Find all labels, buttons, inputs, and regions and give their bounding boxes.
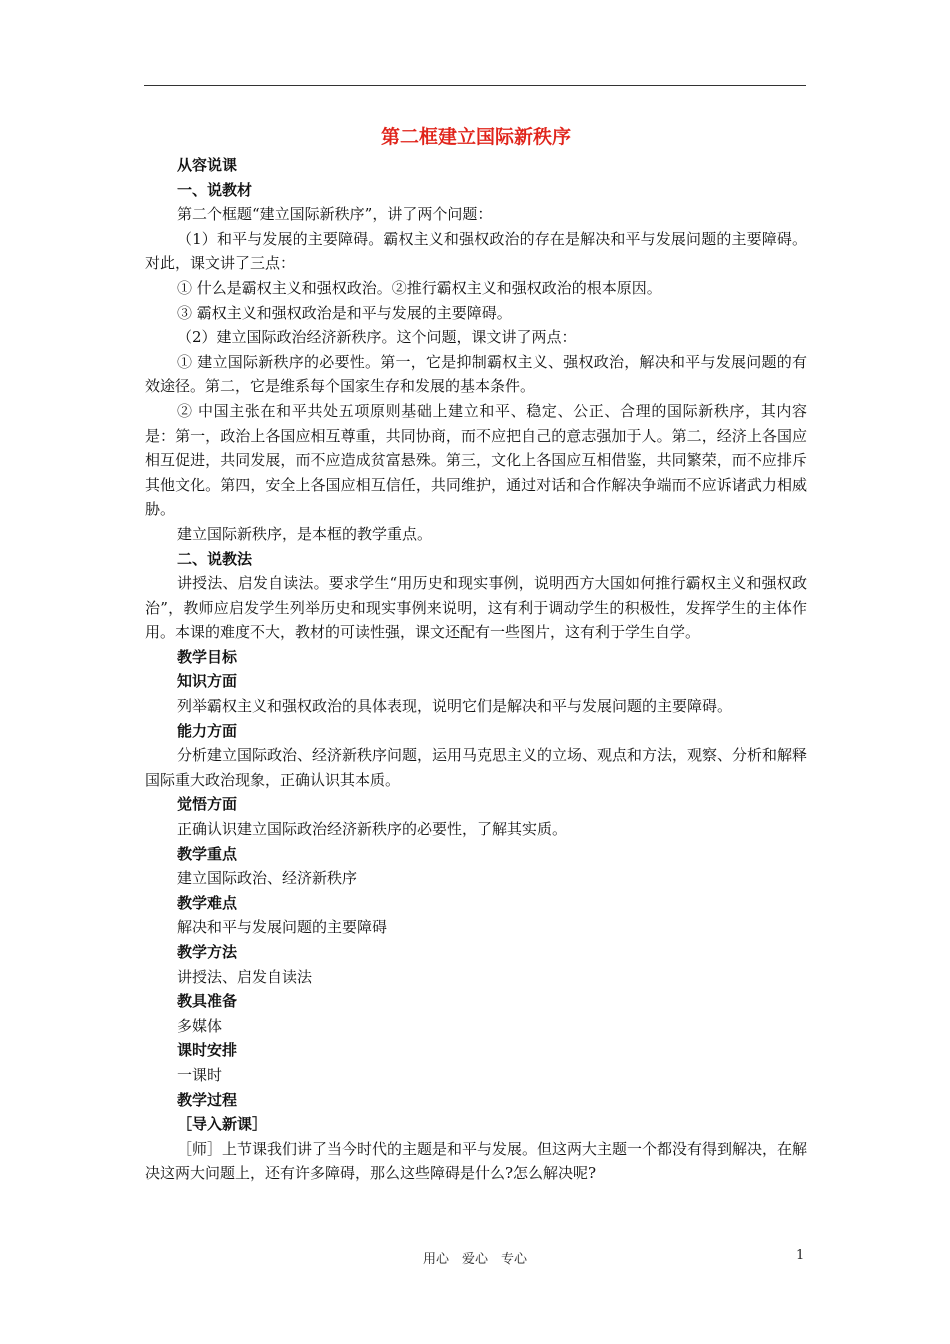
section-heading: 二、说教法 <box>177 549 253 568</box>
document-body <box>145 122 807 1186</box>
paragraph: 第二个框题“建立国际新秩序”，讲了两个问题： <box>177 205 493 224</box>
paragraph: 列举霸权主义和强权政治的具体表现，说明它们是解决和平与发展问题的主要障碍。 <box>177 697 733 716</box>
section-heading: 知识方面 <box>177 672 238 691</box>
page-number: 1 <box>796 1248 805 1263</box>
paragraph-list <box>145 153 807 1186</box>
paragraph: 讲授法、启发自读法 <box>177 967 313 986</box>
paragraph: （2）建立国际政治经济新秩序。这个问题，课文讲了两点： <box>177 328 577 347</box>
paragraph: 建立国际新秩序，是本框的教学重点。 <box>177 524 433 543</box>
section-heading: 一、说教材 <box>177 180 253 199</box>
paragraph: ① 建立国际新秩序的必要性。第一，它是抑制霸权主义、强权政治，解决和平与发展问题的有效途径。第二，它是维系每个国家生存和发展的基本条件。 <box>145 352 807 396</box>
paragraph: 多媒体 <box>177 1016 223 1035</box>
paragraph: 讲授法、启发自读法。要求学生“用历史和现实事例，说明西方大国如何推行霸权主义和强权政治”，教师应启发学生列举历史和现实事例来说明，这有利于调动学生的积极性，发挥学生的主体作用。本课的难度不大，教材的可读性强，课文还配有一些图片，这有利于学生自学。 <box>145 574 807 642</box>
section-heading: 教具准备 <box>177 992 238 1011</box>
section-heading: 教学方法 <box>177 943 238 961</box>
section-heading: 能力方面 <box>177 721 238 740</box>
section-heading: 教学目标 <box>177 647 238 666</box>
section-heading: 教学难点 <box>177 893 238 912</box>
section-heading: ［导入新课］ <box>177 1115 268 1134</box>
paragraph: ② 中国主张在和平共处五项原则基础上建立和平、稳定、公正、合理的国际新秩序，其内容是：第一，政治上各国应相互尊重，共同协商，而不应把自己的意志强加于人。第二，经济上各国应相互促进，共同发展，而不应造成贫富悬殊。第三，文化上各国应互相借鉴，共同繁荣，而不应排斥其他文化。第四，安全上各国应相互信任，共同维护，通过对话和合作解决争端而不应诉诸武力相威胁。 <box>145 401 807 519</box>
paragraph: （1）和平与发展的主要障碍。霸权主义和强权政治的存在是解决和平与发展问题的主要障碍。对此，课文讲了三点： <box>145 229 807 273</box>
document-title: 第二框建立国际新秩序 <box>380 126 571 148</box>
paragraph: 正确认识建立国际政治经济新秩序的必要性，了解其实质。 <box>177 820 568 839</box>
paragraph: 建立国际政治、经济新秩序 <box>177 869 358 888</box>
paragraph: ③ 霸权主义和强权政治是和平与发展的主要障碍。 <box>177 303 512 322</box>
section-heading: 从容说课 <box>177 156 238 174</box>
section-heading: 教学过程 <box>177 1090 238 1109</box>
section-heading: 课时安排 <box>177 1041 238 1060</box>
paragraph: 解决和平与发展问题的主要障碍 <box>177 918 388 937</box>
paragraph: ［师］上节课我们讲了当今时代的主题是和平与发展。但这两大主题一个都没有得到解决，在解决这两大问题上，还有许多障碍，那么这些障碍是什么?怎么解决呢? <box>145 1139 808 1183</box>
footer-motto: 用心 爱心 专心 <box>422 1252 527 1267</box>
header-rule <box>144 85 806 86</box>
paragraph: ① 什么是霸权主义和强权政治。②推行霸权主义和强权政治的根本原因。 <box>177 278 662 297</box>
paragraph: 一课时 <box>177 1065 223 1084</box>
section-heading: 教学重点 <box>177 844 238 863</box>
paragraph: 分析建立国际政治、经济新秩序问题，运用马克思主义的立场、观点和方法，观察、分析和解释国际重大政治现象，正确认识其本质。 <box>145 746 808 789</box>
section-heading: 觉悟方面 <box>177 795 238 814</box>
